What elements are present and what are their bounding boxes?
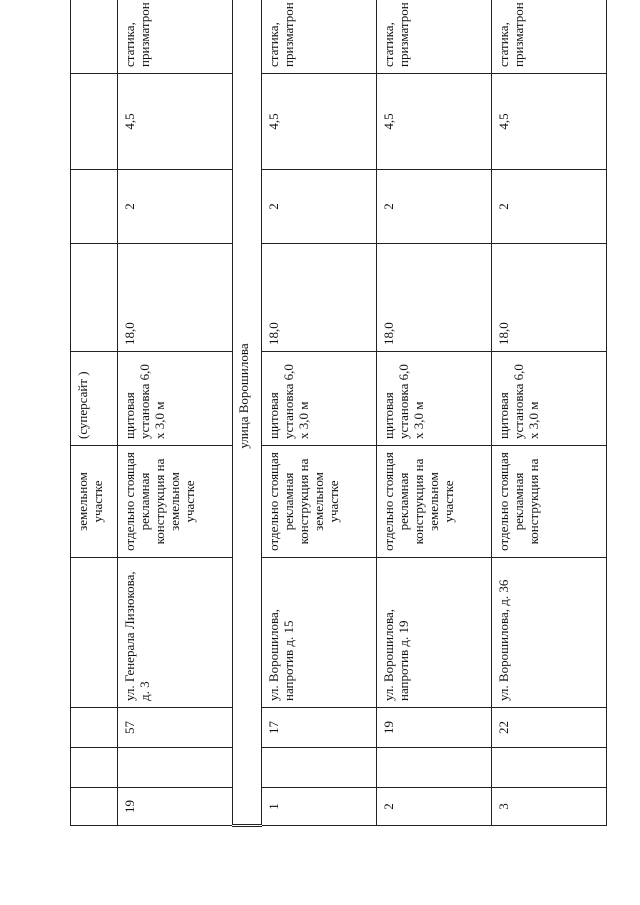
sides-cell: 2 — [262, 170, 377, 244]
technology-cell: статика, призматрон — [377, 0, 492, 74]
table-cell — [71, 748, 118, 788]
table-cell — [377, 748, 492, 788]
table-cell — [492, 748, 607, 788]
table-cell — [71, 74, 118, 170]
height-cell: 4,5 — [377, 74, 492, 170]
construction-kind-cell: щитовая установка 6,0 х 3,0 м — [262, 352, 377, 446]
table-cell — [71, 0, 118, 74]
address-cell: ул. Ворошилова, д. 36 — [492, 558, 607, 708]
table-cell — [71, 244, 118, 352]
area-cell: 18,0 — [262, 244, 377, 352]
row-number: 2 — [377, 788, 492, 826]
address-cell: ул. Ворошилова, напротив д. 15 — [262, 558, 377, 708]
address-cell: ул. Ворошилова, напротив д. 19 — [377, 558, 492, 708]
sides-cell: 2 — [492, 170, 607, 244]
row-number: 19 — [118, 788, 233, 826]
sides-cell: 2 — [377, 170, 492, 244]
construction-kind-cell: щитовая установка 6,0 х 3,0 м — [492, 352, 607, 446]
technology-cell: статика, призматрон — [262, 0, 377, 74]
technology-cell: статика, призматрон — [118, 0, 233, 74]
object-number: 17 — [262, 708, 377, 748]
table-row — [71, 0, 118, 826]
height-cell: 4,5 — [118, 74, 233, 170]
table-cell — [118, 748, 233, 788]
construction-type-cell: отдельно стоящая рекламная конструкция на земельном участке — [377, 446, 492, 558]
table-cell — [262, 748, 377, 788]
registry-table — [70, 0, 607, 827]
height-cell: 4,5 — [262, 74, 377, 170]
area-cell: 18,0 — [377, 244, 492, 352]
construction-kind-cell: щитовая установка 6,0 х 3,0 м — [118, 352, 233, 446]
object-number: 57 — [118, 708, 233, 748]
row-number: 1 — [262, 788, 377, 826]
section-title: улица Ворошилова — [233, 0, 262, 826]
height-cell: 4,5 — [492, 74, 607, 170]
table-row — [492, 0, 607, 826]
technology-cell: статика, призматрон — [492, 0, 607, 74]
object-number: 19 — [377, 708, 492, 748]
address-cell: ул. Генерала Лизюкова, д. 3 — [118, 558, 233, 708]
area-cell: 18,0 — [492, 244, 607, 352]
construction-type-cell: отдельно стоящая рекламная конструкция на земельном участке — [262, 446, 377, 558]
table-row — [262, 0, 377, 826]
area-cell: 18,0 — [118, 244, 233, 352]
table-cell — [71, 708, 118, 748]
sides-cell: 2 — [118, 170, 233, 244]
table-row — [118, 0, 233, 826]
table-cell — [71, 788, 118, 826]
object-number: 22 — [492, 708, 607, 748]
table-cell — [71, 170, 118, 244]
table-cell: (суперсайт ) — [71, 352, 118, 446]
table-cell — [71, 558, 118, 708]
construction-kind-cell: щитовая установка 6,0 х 3,0 м — [377, 352, 492, 446]
construction-type-cell: отдельно стоящая рекламная конструкция на — [492, 446, 607, 558]
section-row — [233, 0, 262, 826]
table-row — [377, 0, 492, 826]
construction-type-cell: отдельно стоящая рекламная конструкция на земельном участке — [118, 446, 233, 558]
table-cell: земельном участке — [71, 446, 118, 558]
row-number: 3 — [492, 788, 607, 826]
